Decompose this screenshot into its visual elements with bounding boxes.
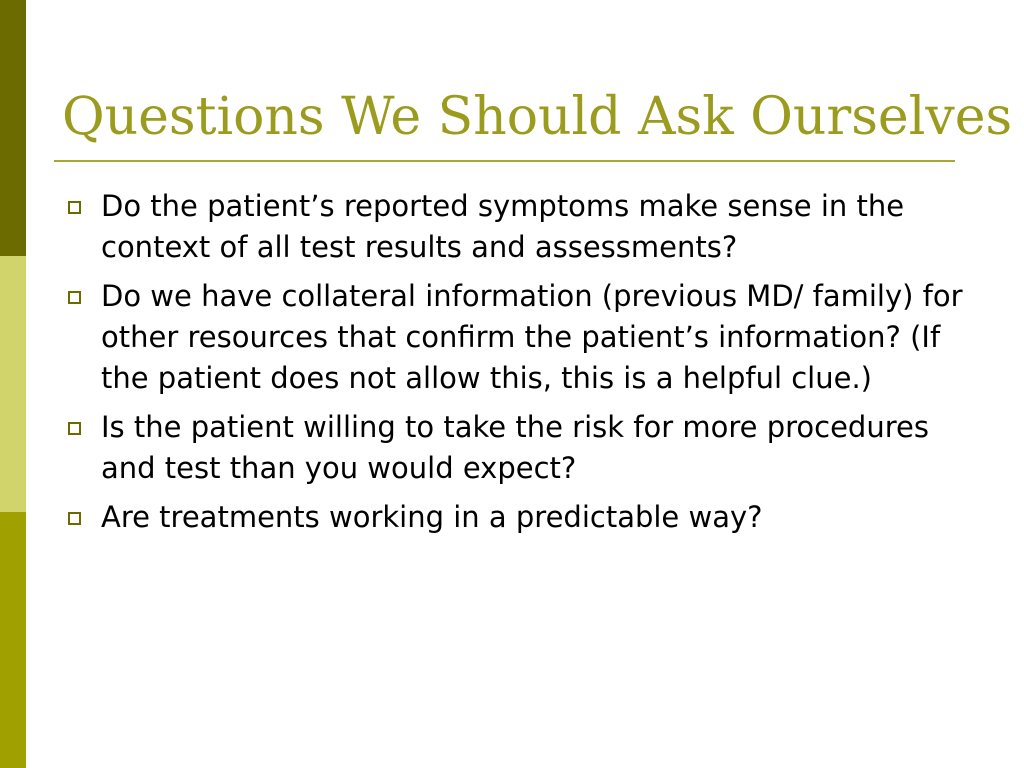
side-band-middle	[0, 256, 26, 512]
bullet-item	[64, 186, 964, 268]
side-band-bottom	[0, 512, 26, 768]
hollow-square-bullet-icon	[68, 512, 81, 525]
title-divider	[54, 160, 955, 162]
bullet-text: Do we have collateral information (previous MD/ family) for other resources that confirm the patient’s information? (If the patient does not allow this, this is a helpful clue.)	[101, 279, 963, 395]
bullet-text: Are treatments working in a predictable way?	[101, 500, 763, 534]
bullet-list	[64, 186, 964, 546]
bullet-text: Is the patient willing to take the risk for more procedures and test than you would expect?	[101, 410, 929, 485]
hollow-square-bullet-icon	[68, 201, 81, 214]
hollow-square-bullet-icon	[68, 422, 81, 435]
hollow-square-bullet-icon	[68, 291, 81, 304]
bullet-item	[64, 497, 964, 538]
bullet-item	[64, 276, 964, 399]
bullet-item	[64, 407, 964, 489]
slide-title: Questions We Should Ask Ourselves	[62, 87, 1013, 147]
side-band-top	[0, 0, 26, 256]
bullet-text: Do the patient’s reported symptoms make sense in the context of all test results and assessments?	[101, 189, 905, 264]
